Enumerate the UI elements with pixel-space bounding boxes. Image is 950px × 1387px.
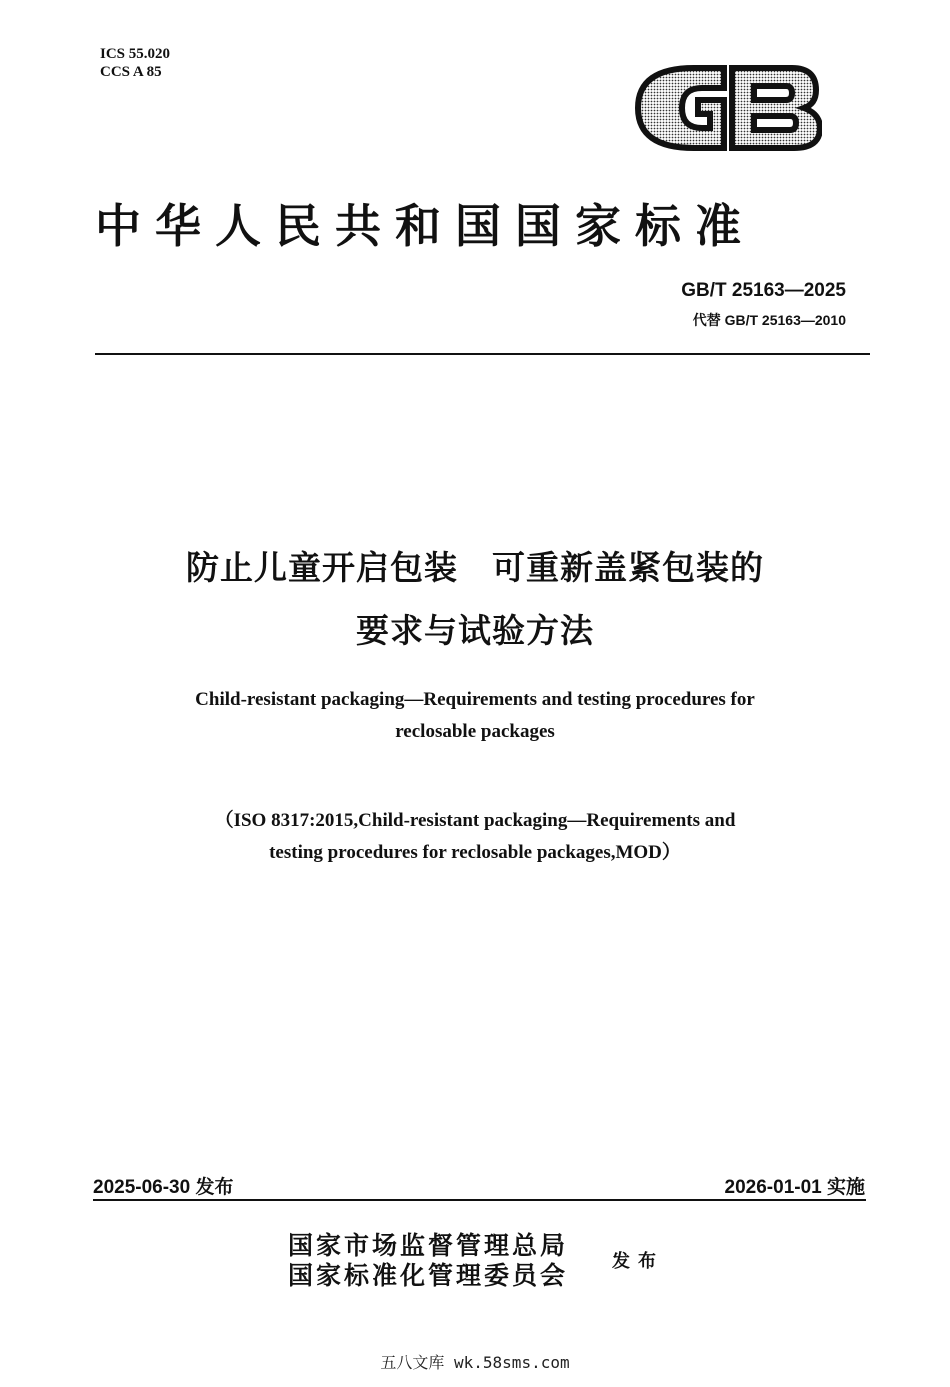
ccs-code: CCS A 85 bbox=[100, 64, 162, 80]
issuing-authorities bbox=[288, 1231, 568, 1291]
national-standard-title: 中华人民共和国国家标准 bbox=[95, 199, 755, 253]
chinese-title-line-1: 防止儿童开启包装 可重新盖紧包装的 bbox=[186, 548, 764, 587]
iso-reference-line-1: （ISO 8317:2015,Child-resistant packaging—Requirements and bbox=[214, 810, 736, 831]
ics-code: ICS 55.020 bbox=[100, 46, 171, 62]
watermark-text: 五八文库 wk.58sms.com bbox=[380, 1353, 570, 1372]
replaced-standard: 代替 GB/T 25163—2010 bbox=[692, 312, 846, 328]
classification-codes bbox=[100, 45, 170, 81]
chinese-title-line-2: 要求与试验方法 bbox=[356, 611, 594, 650]
english-title-line-1: Child-resistant packaging—Requirements and testing procedures for bbox=[195, 689, 755, 710]
english-title-line-2: reclosable packages bbox=[395, 721, 555, 742]
publish-label: 发布 bbox=[612, 1251, 664, 1272]
footer-divider bbox=[93, 1199, 866, 1201]
header-divider bbox=[95, 353, 870, 355]
gb-logo bbox=[632, 58, 822, 158]
publish-date: 2025-06-30 发布 bbox=[93, 1177, 234, 1198]
iso-reference-line-2: testing procedures for reclosable packages,MOD） bbox=[269, 842, 681, 863]
implement-date: 2026-01-01 实施 bbox=[724, 1177, 865, 1198]
standard-number: GB/T 25163—2025 bbox=[681, 280, 846, 301]
issuer-samr: 国家市场监督管理总局 bbox=[288, 1231, 569, 1260]
standard-number-block bbox=[681, 280, 846, 330]
issuer-sac: 国家标准化管理委员会 bbox=[288, 1261, 569, 1290]
